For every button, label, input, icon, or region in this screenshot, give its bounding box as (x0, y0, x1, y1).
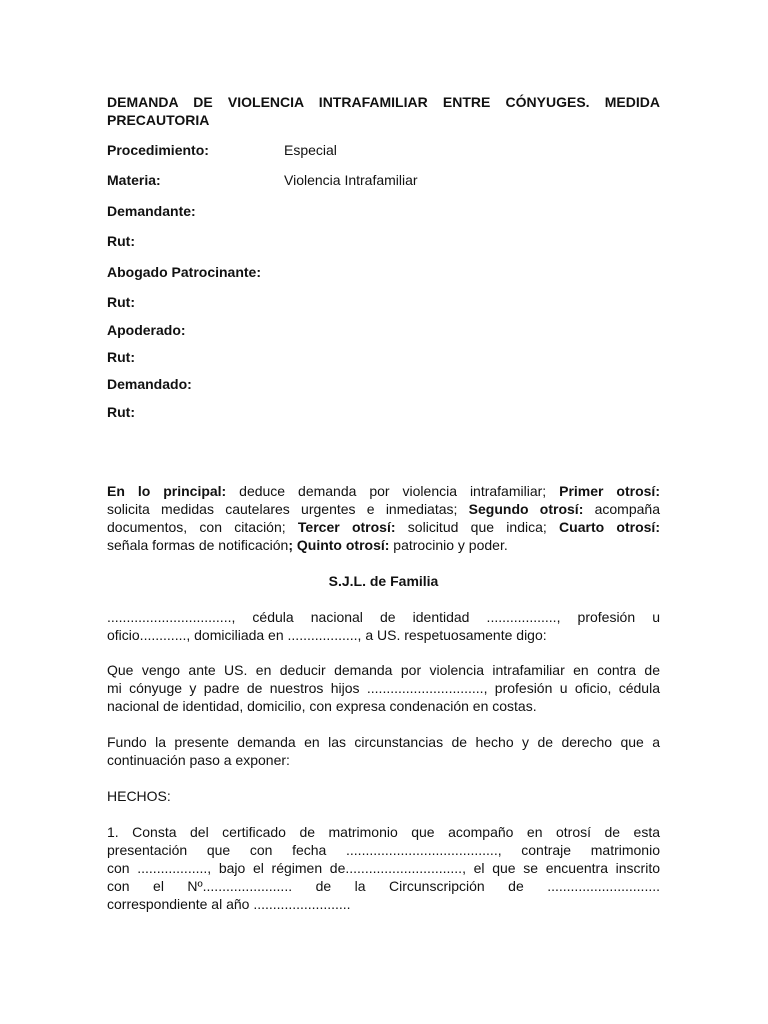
document-title (107, 93, 660, 129)
hecho-1-line-1: 1. Consta del certificado de matrimonio que acompaño en otrosí de esta (107, 824, 660, 840)
intro-paragraph (107, 608, 660, 644)
apoderado-label: Apoderado: (107, 322, 186, 338)
hechos-heading: HECHOS: (107, 788, 171, 804)
court-heading: S.J.L. de Familia (328, 573, 439, 589)
rut-demandante-label: Rut: (107, 233, 135, 249)
summary-text: deduce demanda por violencia intrafamiliar; (226, 483, 560, 499)
procedimiento-label: Procedimiento: (107, 142, 209, 158)
summary-line (107, 518, 660, 536)
intro-line-2: oficio............, domiciliada en .................., a US. respetuosamente digo: (107, 627, 547, 643)
procedimiento-value: Especial (284, 142, 337, 158)
rut-demandado-label: Rut: (107, 404, 135, 420)
demandante-label: Demandante: (107, 203, 196, 219)
title-line-2: PRECAUTORIA (107, 112, 210, 128)
abogado-label: Abogado Patrocinante: (107, 264, 262, 280)
summary-text: acompaña (583, 501, 660, 517)
summary-bold: Primer otrosí: (559, 483, 660, 499)
summary-text: señala formas de notificación (107, 537, 289, 553)
summary-bold: En lo principal: (107, 483, 227, 499)
title-line-1: DEMANDA DE VIOLENCIA INTRAFAMILIAR ENTRE CÓNYUGES. MEDIDA (107, 94, 660, 110)
fundo-paragraph (107, 733, 660, 769)
hecho-1-line-3: con .................., bajo el régimen de.............................., el que se encuentra inscrito (107, 860, 660, 876)
summary-line (107, 536, 660, 554)
hecho-1-line-2: presentación que con fecha ......................................., contraje matrimonio (107, 842, 660, 858)
materia-label: Materia: (107, 172, 161, 188)
fundo-line-2: continuación paso a exponer: (107, 752, 290, 768)
hecho-1-line-4: con el Nº....................... de la Circunscripción de ............................. (107, 878, 660, 894)
que-line-1: Que vengo ante US. en deducir demanda por violencia intrafamiliar en contra de (107, 662, 660, 678)
summary-bold: Segundo otrosí: (468, 501, 584, 517)
summary-bold: Cuarto otrosí: (559, 519, 660, 535)
summary-text: solicita medidas cautelares urgentes e inmediatas; (107, 501, 469, 517)
intro-line-1: ................................, cédula nacional de identidad .................., profesión u (107, 609, 660, 625)
materia-value: Violencia Intrafamiliar (284, 172, 418, 188)
summary-paragraph (107, 482, 660, 554)
rut-apoderado-label: Rut: (107, 349, 135, 365)
summary-line (107, 482, 660, 500)
que-line-3: nacional de identidad, domicilio, con expresa condenación en costas. (107, 698, 537, 714)
fundo-line-1: Fundo la presente demanda en las circunstancias de hecho y de derecho que a (107, 734, 660, 750)
summary-text: documentos, con citación; (107, 519, 298, 535)
summary-bold: ; Quinto otrosí: (288, 537, 390, 553)
summary-line (107, 500, 660, 518)
hecho-1-line-5: correspondiente al año ......................... (107, 896, 351, 912)
demandado-label: Demandado: (107, 376, 192, 392)
que-line-2: mi cónyuge y padre de nuestros hijos .............................., profesión u oficio, cédula (107, 680, 660, 696)
hecho-1-paragraph (107, 823, 660, 913)
summary-text: patrocinio y poder. (389, 537, 508, 553)
rut-abogado-label: Rut: (107, 294, 135, 310)
que-paragraph (107, 661, 660, 715)
summary-text: solicitud que indica; (395, 519, 560, 535)
summary-bold: Tercer otrosí: (297, 519, 396, 535)
